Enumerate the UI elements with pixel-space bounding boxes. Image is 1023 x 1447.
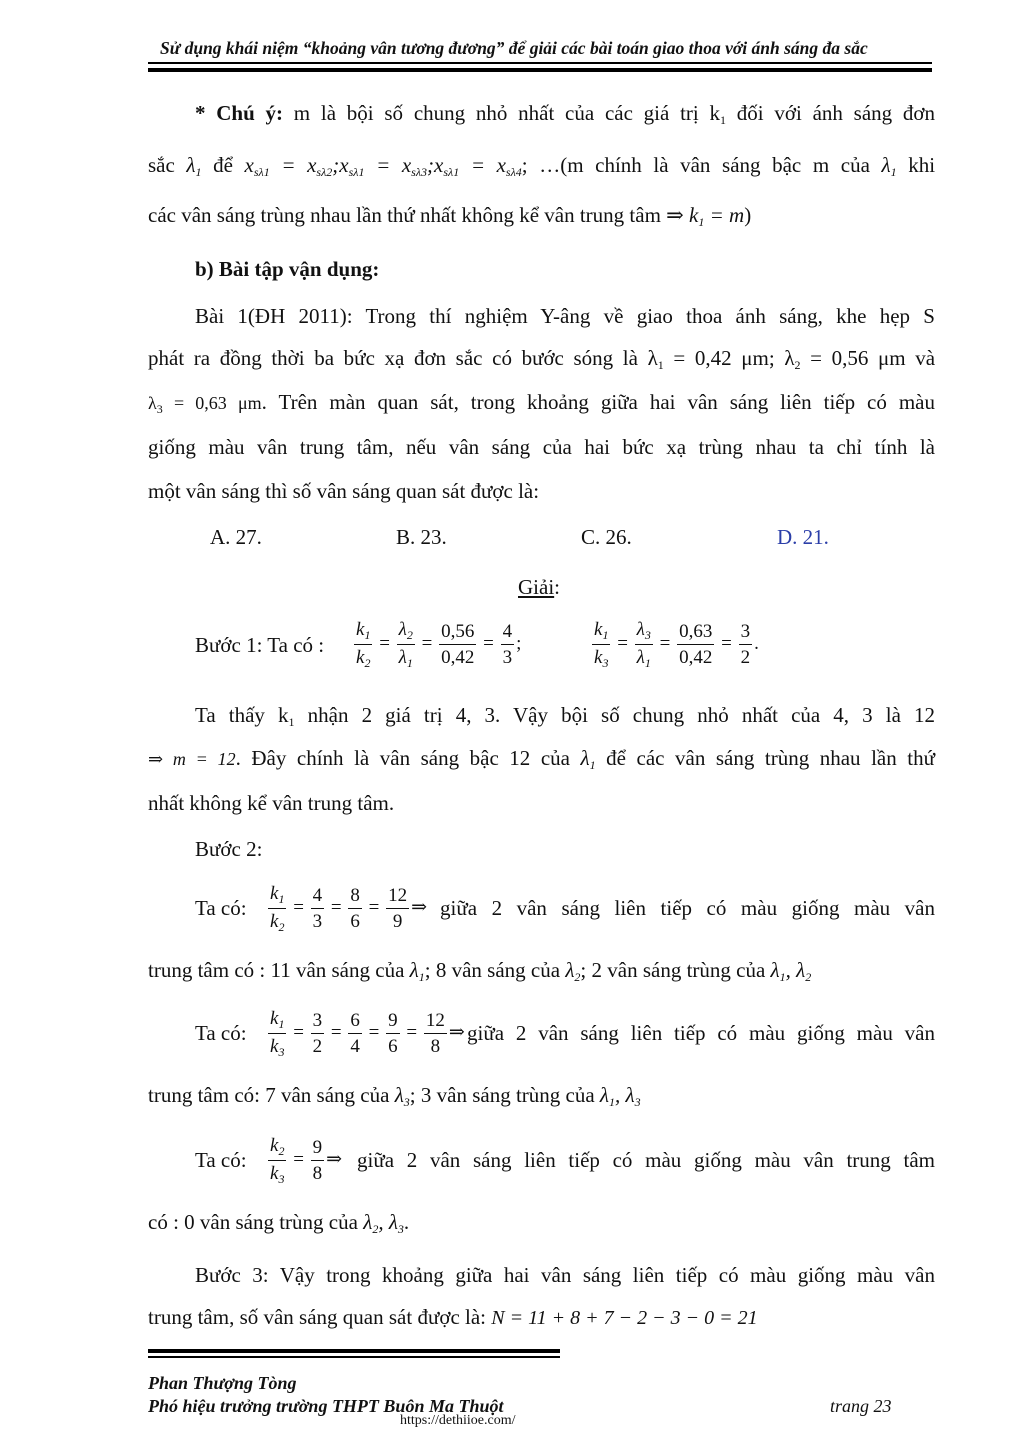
step2: Bước 2: bbox=[195, 837, 263, 861]
footer-url[interactable]: https://dethiioe.com/ bbox=[400, 1413, 516, 1428]
step3-line-2: trung tâm, số vân sáng quan sát được là: N = 11 + 8 + 7 − 2 − 3 − 0 = 21 bbox=[148, 1305, 758, 1329]
step1: Bước 1: Ta có : bbox=[195, 633, 325, 657]
section-title: b) Bài tập vận dụng: bbox=[195, 257, 380, 281]
step1-equation-2: $\frac{k_1}{k_3}$ = $\frac{\lambda_3}{\lambda_1}$ = $\frac{0,63}{0,42}$ = $\frac{3}{2}$ . bbox=[594, 619, 759, 670]
choice-c: C. 26. bbox=[581, 525, 632, 549]
para1-line-2: ⇒ m = 12. Đây chính là vân sáng bậc 12 của $\lambda_1$ để các vân sáng trùng nhau lần thứ bbox=[148, 746, 935, 772]
choice-b: B. 23. bbox=[396, 525, 447, 549]
header-rule-thick bbox=[148, 68, 932, 72]
tacó-2: Ta có: bbox=[195, 1021, 247, 1045]
ratio-3-text: giữa 2 vân sáng liên tiếp có màu giống màu vân trung tâm bbox=[357, 1148, 935, 1172]
para1-line-1: Ta thấy $k_1$ nhận 2 giá trị 4, 3. Vậy bội số chung nhỏ nhất của 4, 3 là 12 bbox=[195, 703, 936, 729]
problem-line-3: $\lambda_3 = 0,63$ μm. Trên màn quan sát, trong khoảng giữa hai vân sáng liên tiếp có màu bbox=[148, 390, 935, 416]
footer-rule-thin bbox=[148, 1356, 560, 1358]
coincidence-formula: $x_{s\lambda 1}$ = $x_{s\lambda 2};x_{s\lambda 1}$ = $x_{s\lambda 3};x_{s\lambda 1} = x_{s\lambda 4}$ bbox=[244, 153, 522, 179]
problem-line-1: Bài 1(ĐH 2011): Trong thí nghiệm Y-âng về giao thoa ánh sáng, khe hẹp S bbox=[195, 304, 935, 328]
problem-line-5: một vân sáng thì số vân sáng quan sát được là: bbox=[148, 479, 540, 503]
step3-line-1: Bước 3: Vậy trong khoảng giữa hai vân sáng liên tiếp có màu giống màu vân bbox=[195, 1263, 935, 1287]
lambda-symbol: $\lambda_1$ bbox=[186, 153, 202, 179]
step1-equation-1: $\frac{k_1}{k_2}$ = $\frac{\lambda_2}{\lambda_1}$ = $\frac{0,56}{0,42}$ = $\frac{4}{3}$ ; bbox=[356, 619, 522, 670]
header-title: Sử dụng khái niệm “khoảng vân tương đương” để giải các bài toán giao thoa với ánh sáng đa sắc bbox=[160, 38, 868, 58]
choice-a: A. 27. bbox=[210, 525, 262, 549]
ratio-1-text: giữa 2 vân sáng liên tiếp có màu giống màu vân bbox=[440, 896, 935, 920]
note-line-1: * Chú ý: m là bội số chung nhỏ nhất của các giá trị $k_1$ đối với ánh sáng đơn bbox=[195, 101, 935, 127]
problem-line-2: phát ra đồng thời ba bức xạ đơn sắc có bước sóng là $\lambda_1 = 0,42$ μm; $\lambda_2 = 0,56$ μm và bbox=[148, 346, 936, 372]
ratio-3-result: có : 0 vân sáng trùng của $\lambda_2$, $\lambda_3$. bbox=[148, 1210, 410, 1236]
para1-line-3: nhất không kể vân trung tâm. bbox=[148, 791, 395, 815]
ratio-2-equation: $\frac{k_1}{k_3}$ = $\frac{3}{2}$ = $\frac{6}{4}$ = $\frac{9}{6}$ = $\frac{12}{8}$ ⇒ bbox=[270, 1008, 465, 1059]
note-label: * Chú ý: bbox=[195, 101, 284, 125]
footer-rule-thick bbox=[148, 1349, 560, 1353]
ratio-3-equation: $\frac{k_2}{k_3}$ = $\frac{9}{8}$ ⇒ bbox=[270, 1135, 343, 1186]
ratio-1-equation: $\frac{k_1}{k_2}$ = $\frac{4}{3}$ = $\frac{8}{6}$ = $\frac{12}{9}$ ⇒ bbox=[270, 883, 428, 934]
header-rule-thin bbox=[148, 62, 932, 64]
tacó-1: Ta có: bbox=[195, 896, 247, 920]
note-line-2: sắc $\lambda_1$ để $x_{s\lambda 1}$ = $x_{s\lambda 2};x_{s\lambda 1}$ = $x_{s\lambda 3};x_{s\lambda 1} = x_{s\lambda 4}$; …(m chính là vân sáng bậc m của $\lambda_1$ khi bbox=[148, 153, 936, 179]
footer-author: Phan Thượng Tòng bbox=[148, 1373, 297, 1393]
problem-line-4: giống màu vân trung tâm, nếu vân sáng của hai bức xạ trùng nhau ta chỉ tính là bbox=[148, 435, 935, 459]
tacó-3: Ta có: bbox=[195, 1148, 247, 1172]
solution-title: Giải: bbox=[518, 575, 560, 599]
footer-role: Phó hiệu trưởng trường THPT Buôn Ma Thuột bbox=[148, 1396, 504, 1416]
ratio-2-text: giữa 2 vân sáng liên tiếp có màu giống màu vân bbox=[467, 1021, 935, 1045]
note-line-3: các vân sáng trùng nhau lần thứ nhất không kể vân trung tâm ⇒ $k_1 = m$) bbox=[148, 203, 752, 229]
ratio-1-result: trung tâm có : 11 vân sáng của $\lambda_1$; 8 vân sáng của $\lambda_2$; 2 vân sáng trùng của $\lambda_1$, $\lambda_2$ bbox=[148, 958, 812, 984]
footer-page: trang 23 bbox=[830, 1396, 892, 1416]
ratio-2-result: trung tâm có: 7 vân sáng của $\lambda_3$; 3 vân sáng trùng của $\lambda_1$, $\lambda_3$ bbox=[148, 1083, 641, 1109]
choice-d: D. 21. bbox=[777, 525, 829, 549]
